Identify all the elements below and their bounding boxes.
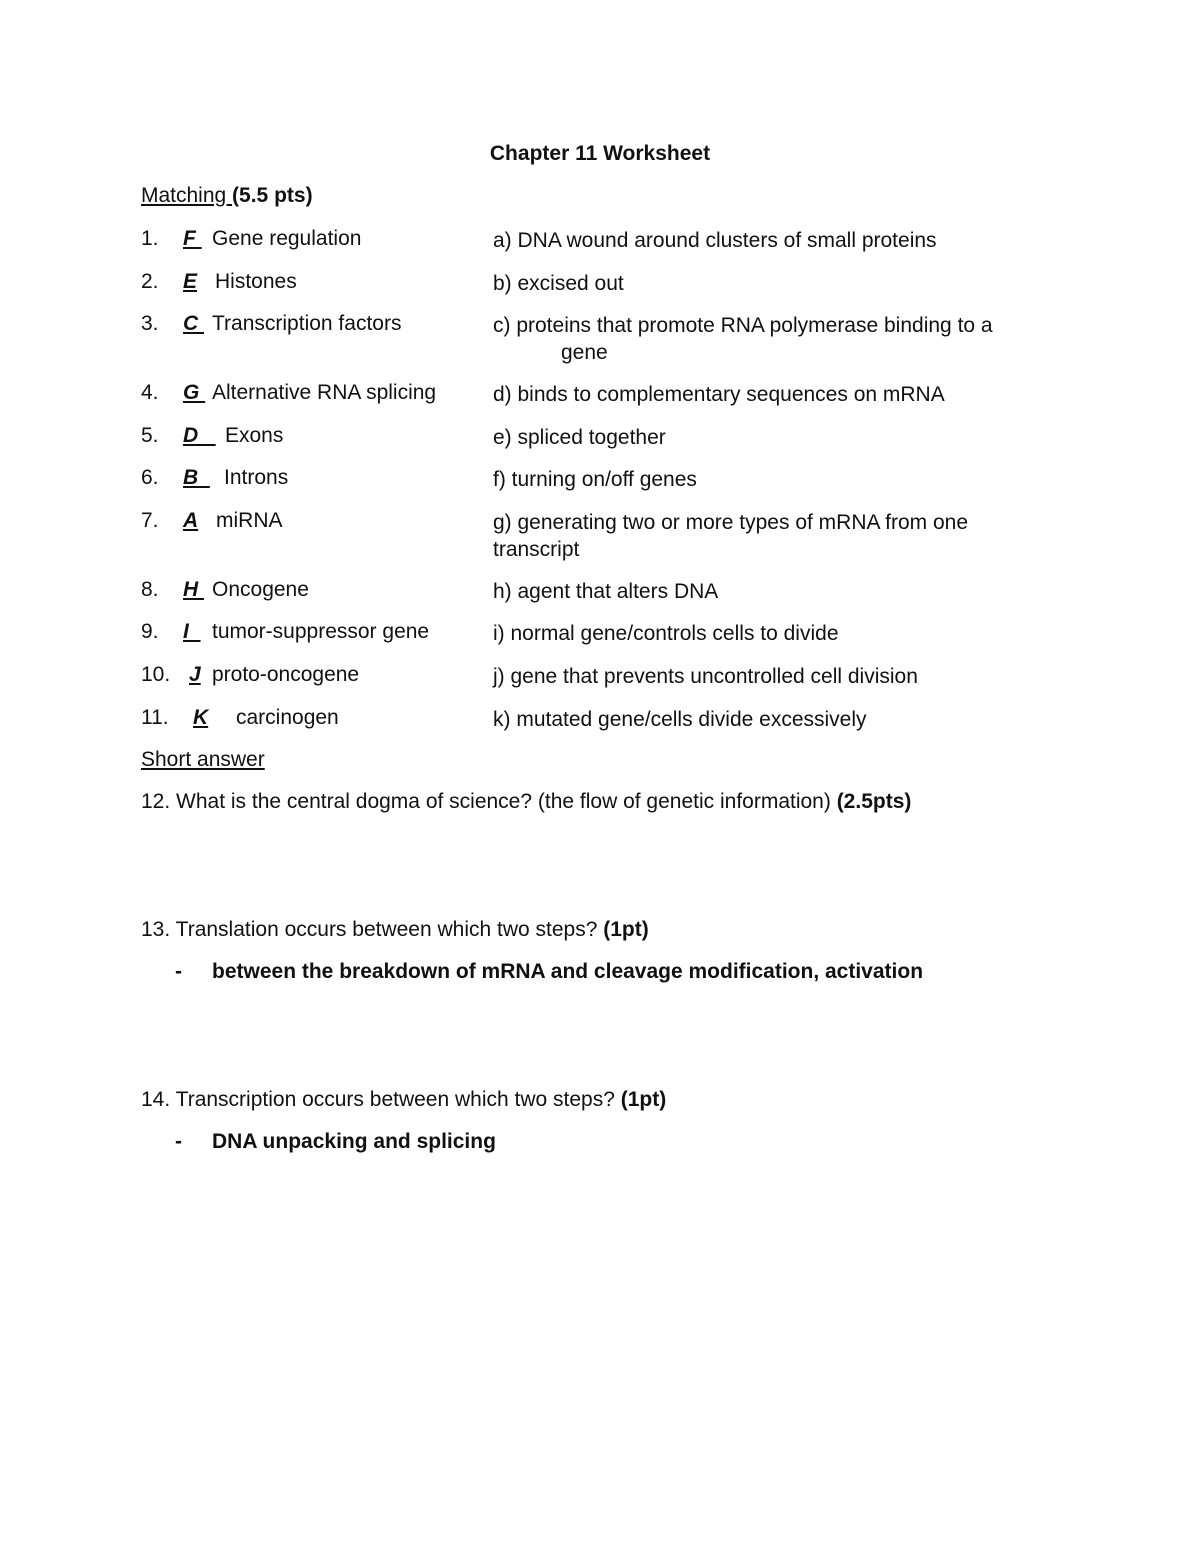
item-number: 1. [141,227,159,250]
match-row-4 [141,381,1041,409]
definition-continuation: gene [561,341,608,364]
answer-blank: F [183,227,202,250]
term: Oncogene [212,578,309,601]
answer-blank: C [183,312,204,335]
item-number: 8. [141,578,159,601]
item-number: 2. [141,270,159,293]
match-row-1 [141,227,1041,255]
question-13 [141,918,649,942]
answer-blank: D [183,424,216,447]
question-points: (2.5pts) [836,790,912,813]
match-row-8 [141,578,1041,606]
item-number: 7. [141,509,159,532]
term: tumor-suppressor gene [212,620,430,643]
question-points: (1pt) [603,918,649,941]
answer-text: DNA unpacking and splicing [212,1130,496,1153]
match-row-2 [141,270,1041,298]
match-row-9 [141,620,1041,648]
match-row-3 [141,312,1041,364]
definition: b) excised out [493,272,624,295]
match-row-7 [141,509,1041,561]
page-title: Chapter 11 Worksheet [489,142,711,165]
item-number: 4. [141,381,159,404]
definition [493,509,1023,563]
match-row-10 [141,663,1041,691]
item-number: 9. [141,620,159,643]
answer-blank: A [183,509,199,532]
question-14 [141,1088,666,1112]
definition-continuation: transcript [493,538,580,561]
term: Gene regulation [212,227,362,250]
definition: a) DNA wound around clusters of small proteins [493,229,937,252]
question-text: 12. What is the central dogma of science? (the flow of genetic information) [141,790,837,813]
definition: f) turning on/off genes [493,468,697,491]
answer-blank: H [183,578,204,601]
definition-line: g) generating two or more types of mRNA from one [493,511,969,534]
definition: e) spliced together [493,426,666,449]
item-number: 3. [141,312,159,335]
bullet-dash: - [175,960,182,983]
definition: h) agent that alters DNA [493,580,719,603]
question-text: 14. Transcription occurs between which two steps? [141,1088,621,1111]
short-answer-label: Short answer [141,748,265,771]
definition: j) gene that prevents uncontrolled cell division [493,665,918,688]
short-answer-heading [141,748,265,772]
definition: i) normal gene/controls cells to divide [493,622,839,645]
answer-blank: E [183,270,198,293]
answer-blank: G [183,381,206,404]
definition-line: c) proteins that promote RNA polymerase binding to a [493,314,993,337]
match-row-11 [141,706,1041,734]
bullet-dash: - [175,1130,182,1153]
matching-points: (5.5 pts) [232,184,313,207]
item-number: 5. [141,424,159,447]
term: Alternative RNA splicing [212,381,437,404]
term: Transcription factors [212,312,402,335]
term: Introns [224,466,289,489]
answer-14 [175,1130,496,1154]
definition: d) binds to complementary sequences on mRNA [493,383,945,406]
matching-heading-label: Matching [141,184,233,207]
term: miRNA [216,509,283,532]
match-row-6 [141,466,1041,494]
answer-blank: K [193,706,209,729]
item-number: 11. [141,706,169,729]
term: Exons [225,424,284,447]
answer-13 [175,960,923,984]
answer-blank: B [183,466,210,489]
match-row-5 [141,424,1041,452]
matching-heading [141,184,313,208]
term: carcinogen [236,706,339,729]
item-number: 10. [141,663,171,686]
term: proto-oncogene [212,663,360,686]
question-text: 13. Translation occurs between which two steps? [141,918,604,941]
answer-text: between the breakdown of mRNA and cleavage modification, activation [212,960,924,983]
question-points: (1pt) [620,1088,667,1111]
answer-blank: J [189,663,201,686]
item-number: 6. [141,466,159,489]
answer-blank: I [183,620,201,643]
question-12 [141,790,911,814]
definition [493,312,1023,366]
definition: k) mutated gene/cells divide excessively [493,708,867,731]
term: Histones [215,270,297,293]
